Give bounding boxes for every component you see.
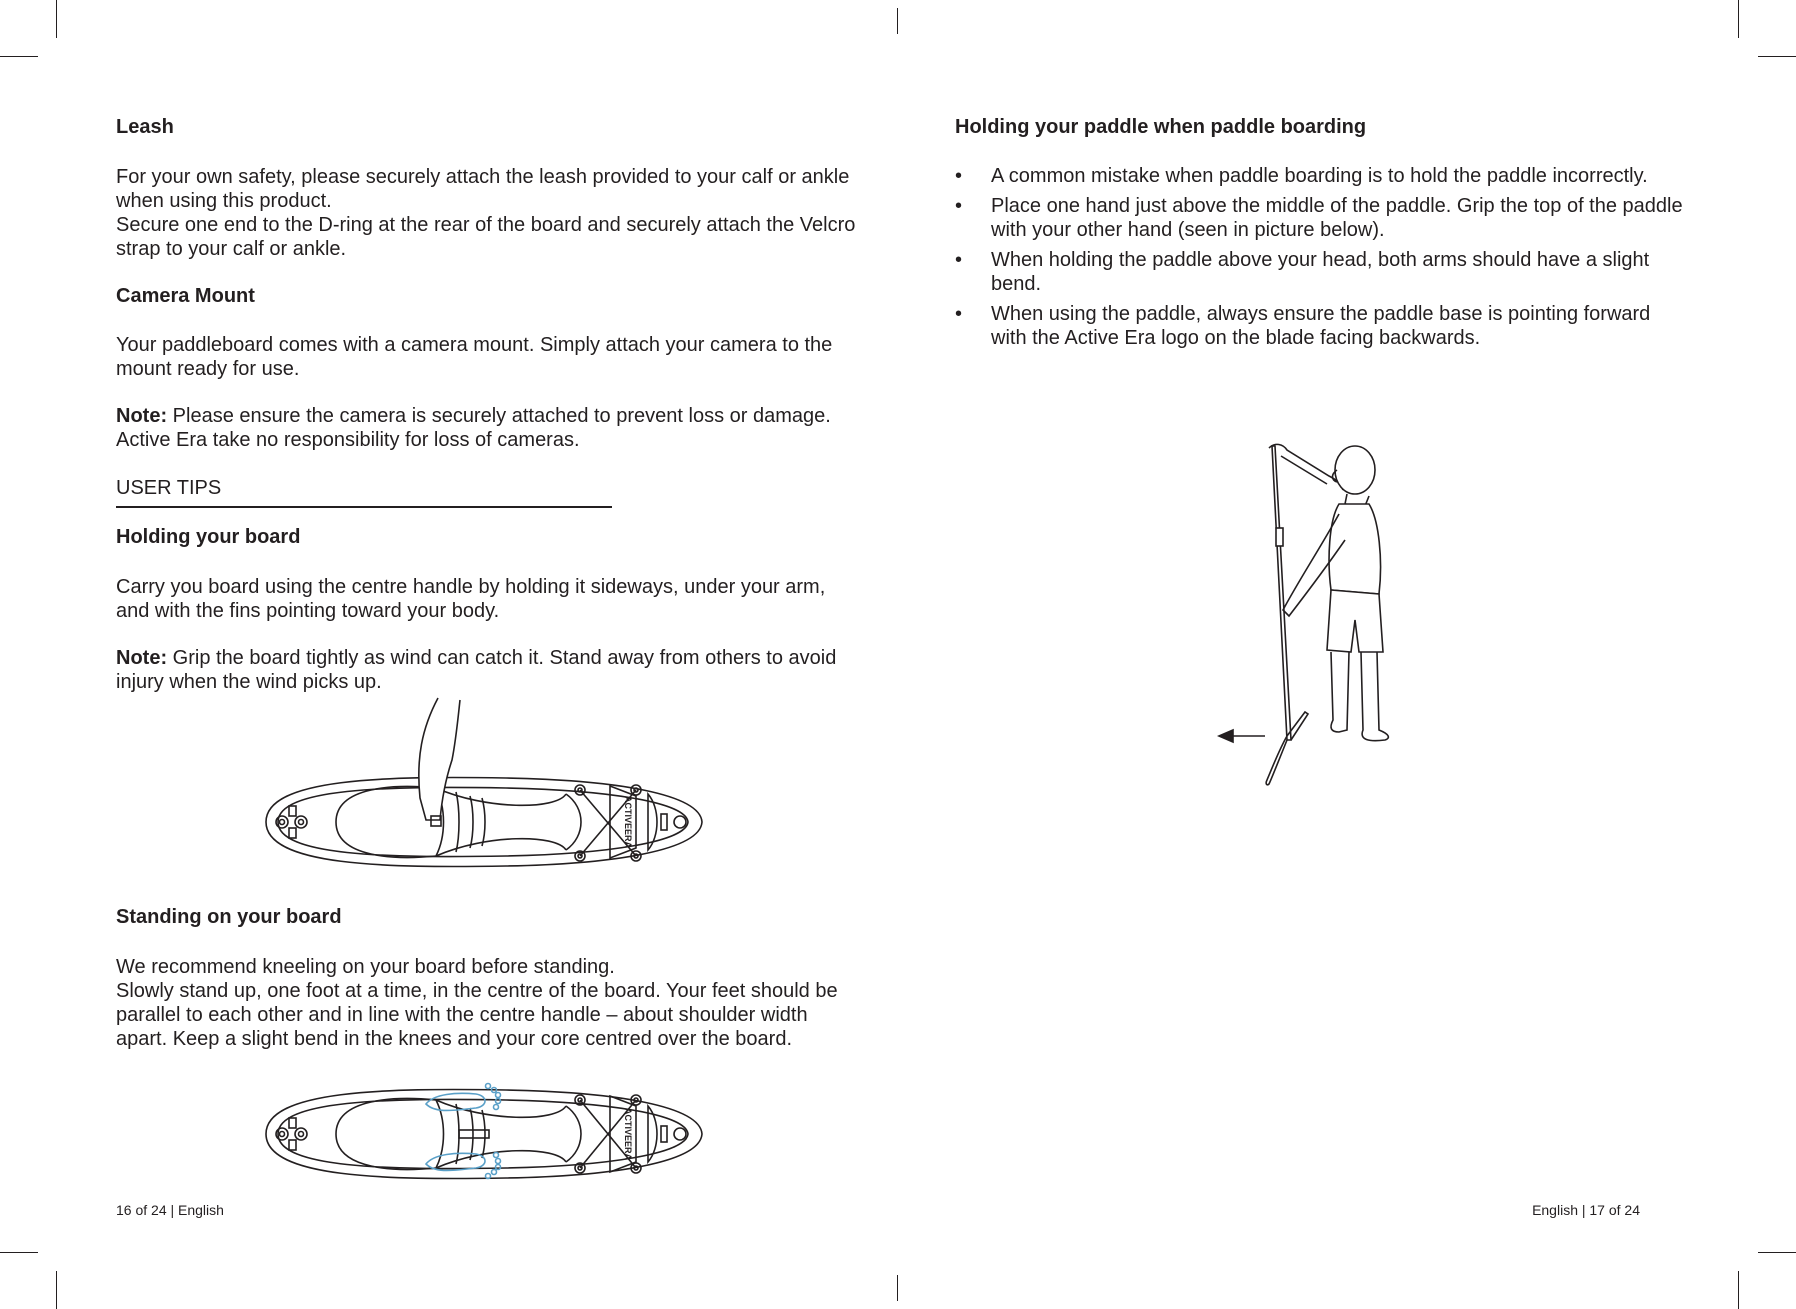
crop-mark [0, 1252, 38, 1253]
standing-paragraph-2: Slowly stand up, one foot at a time, in the centre of the board. Your feet should be parallel to each other and in line with the centre handle – about shoulder width apart. Keep a slight bend in the knees and your core centred over the board. [116, 980, 838, 1050]
crop-mark [56, 0, 57, 38]
board-logo: ACTIVEERA [623, 796, 633, 849]
list-item [955, 194, 1685, 242]
holding-board-note [116, 646, 856, 694]
list-item-text: When holding the paddle above your head, both arms should have a slight bend. [991, 249, 1650, 295]
note-text: Grip the board tightly as wind can catch it. Stand away from others to avoid injury when the wind picks up. [116, 647, 837, 693]
leash-paragraph-1: For your own safety, please securely attach the leash provided to your calf or ankle when using this product. [116, 166, 850, 212]
note-label: Note: [116, 405, 168, 427]
list-item-text: Place one hand just above the middle of the paddle. Grip the top of the paddle with your other hand (seen in picture below). [991, 195, 1683, 241]
list-item [955, 248, 1685, 296]
bullet-icon: • [955, 303, 963, 325]
paddler-illustration [1219, 440, 1419, 790]
paddle-heading: Holding your paddle when paddle boarding [955, 116, 1367, 138]
crop-mark [1758, 56, 1796, 57]
bullet-icon: • [955, 165, 963, 187]
holding-board-heading: Holding your board [116, 526, 301, 548]
note-label: Note: [116, 647, 168, 669]
right-page [955, 0, 1685, 1309]
crop-mark [897, 8, 898, 34]
standing-paragraph-1: We recommend kneeling on your board before standing. [116, 956, 615, 978]
camera-paragraph: Your paddleboard comes with a camera mount. Simply attach your camera to the mount ready for use. [116, 334, 833, 380]
list-item-text: When using the paddle, always ensure the paddle base is pointing forward with the Active Era logo on the blade facing backwards. [991, 303, 1651, 349]
list-item [955, 164, 1685, 188]
crop-mark [1738, 0, 1739, 38]
crop-mark [897, 1275, 898, 1301]
bullet-icon: • [955, 249, 963, 271]
holding-board-paragraph: Carry you board using the centre handle by holding it sideways, under your arm, and with the fins pointing toward your body. [116, 576, 826, 622]
paddle-tips-list [955, 164, 1685, 356]
camera-heading: Camera Mount [116, 285, 255, 307]
crop-mark [0, 56, 38, 57]
note-text: Please ensure the camera is securely attached to prevent loss or damage. Active Era take no responsibility for loss of cameras. [116, 405, 831, 451]
leash-paragraph-2: Secure one end to the D-ring at the rear of the board and securely attach the Velcro strap to your calf or ankle. [116, 214, 856, 260]
page-footer: 16 of 24 | English [116, 1202, 224, 1218]
list-item [955, 302, 1685, 350]
leash-heading: Leash [116, 116, 174, 138]
bullet-icon: • [955, 195, 963, 217]
crop-mark [56, 1271, 57, 1309]
crop-mark [1758, 1252, 1796, 1253]
page-footer: English | 17 of 24 [1532, 1202, 1640, 1218]
user-tips-heading: USER TIPS [116, 477, 222, 499]
left-page [116, 0, 856, 1309]
board-carry-illustration [256, 698, 716, 888]
foot-icon [426, 1084, 501, 1111]
section-rule [116, 506, 612, 508]
camera-note [116, 404, 856, 452]
board-logo: ACTIVEERA [623, 1108, 633, 1161]
crop-mark [1738, 1271, 1739, 1309]
standing-heading: Standing on your board [116, 906, 342, 928]
list-item-text: A common mistake when paddle boarding is to hold the paddle incorrectly. [991, 165, 1648, 187]
board-standing-illustration [256, 1070, 716, 1200]
